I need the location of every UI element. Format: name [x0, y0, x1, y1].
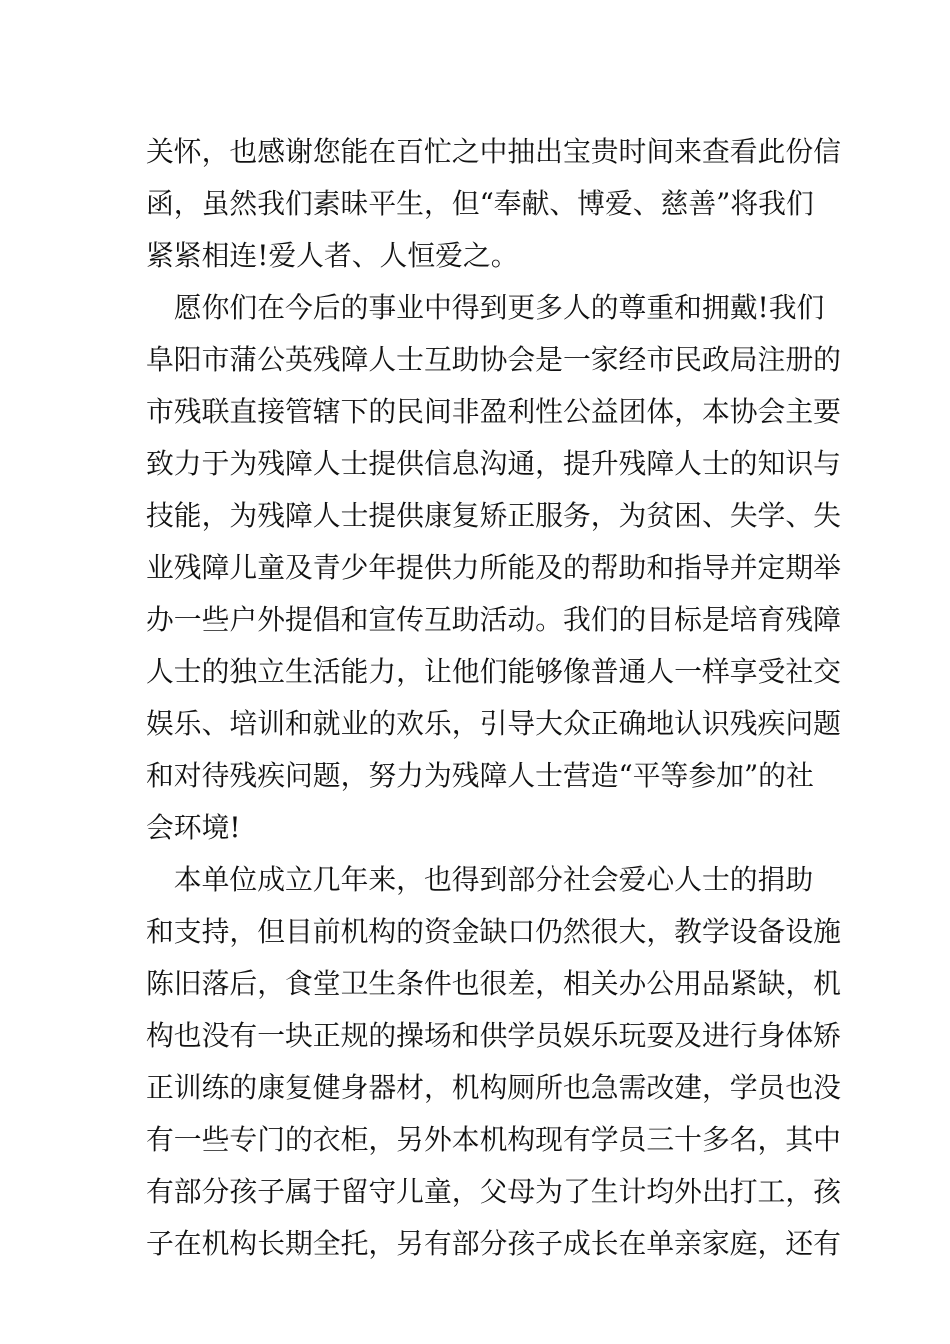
text-line: 正训练的康复健身器材，机构厕所也急需改建，学员也没	[146, 1071, 841, 1104]
paragraph-3	[146, 854, 841, 1270]
text-line: 会环境!	[146, 811, 241, 844]
paragraph-2	[146, 282, 841, 854]
text-line: 陈旧落后，食堂卫生条件也很差，相关办公用品紧缺，机	[146, 967, 841, 1000]
text-line: 和支持，但目前机构的资金缺口仍然很大，教学设备设施	[146, 915, 841, 948]
paragraph-1	[146, 126, 841, 282]
text-line: 有部分孩子属于留守儿童，父母为了生计均外出打工，孩	[146, 1175, 841, 1208]
text-line: 致力于为残障人士提供信息沟通，提升残障人士的知识与	[146, 447, 841, 480]
text-line: 业残障儿童及青少年提供力所能及的帮助和指导并定期举	[146, 551, 841, 584]
text-line: 关怀，也感谢您能在百忙之中抽出宝贵时间来查看此份信	[146, 135, 841, 168]
text-line: 构也没有一块正规的操场和供学员娱乐玩耍及进行身体矫	[146, 1019, 841, 1052]
text-line: 阜阳市蒲公英残障人士互助协会是一家经市民政局注册的	[146, 343, 841, 376]
letter-body	[146, 126, 841, 1270]
text-line: 办一些户外提倡和宣传互助活动。我们的目标是培育残障	[146, 603, 841, 636]
text-line: 紧紧相连!爱人者、人恒爱之。	[146, 239, 519, 272]
text-line: 人士的独立生活能力，让他们能够像普通人一样享受社交	[146, 655, 841, 688]
text-line: 市残联直接管辖下的民间非盈利性公益团体，本协会主要	[146, 395, 841, 428]
text-line: 有一些专门的衣柜，另外本机构现有学员三十多名，其中	[146, 1123, 841, 1156]
text-line: 娱乐、培训和就业的欢乐，引导大众正确地认识残疾问题	[146, 707, 841, 740]
text-line: 子在机构长期全托，另有部分孩子成长在单亲家庭，还有	[146, 1227, 841, 1260]
text-line: 愿你们在今后的事业中得到更多人的尊重和拥戴!我们	[146, 291, 825, 324]
text-line: 和对待残疾问题，努力为残障人士营造“平等参加”的社	[146, 759, 814, 792]
text-line: 函，虽然我们素昧平生，但“奉献、博爱、慈善”将我们	[146, 187, 814, 220]
text-line: 本单位成立几年来，也得到部分社会爱心人士的捐助	[146, 863, 814, 896]
text-line: 技能，为残障人士提供康复矫正服务，为贫困、失学、失	[146, 499, 841, 532]
